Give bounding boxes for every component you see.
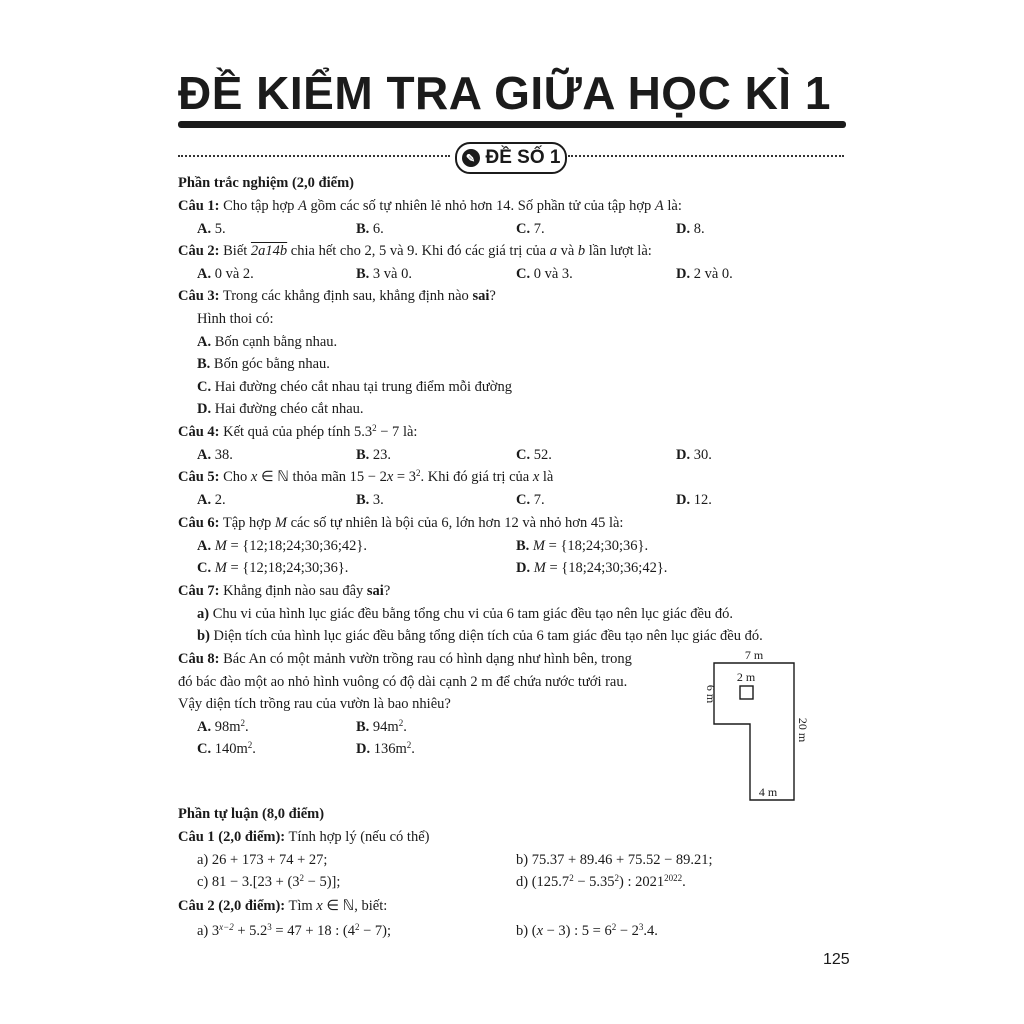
label-inner: 2 m [736, 670, 756, 684]
pen-icon: ✎ [462, 149, 480, 167]
option-d: D. 12. [676, 492, 712, 508]
option-b: B. 23. [356, 447, 392, 463]
option-d: D. 30. [676, 447, 712, 463]
label-left: 6 m [704, 684, 718, 704]
option-a: A. 38. [197, 447, 233, 463]
option-d: D. 2 và 0. [676, 266, 733, 282]
option-b: B. 3 và 0. [356, 266, 412, 282]
option-c: C. 7. [516, 221, 545, 237]
option-a: A. $98m^2$. [197, 718, 249, 735]
question-3-intro: Hình thoi có: [197, 311, 274, 327]
option-c: C. Hai đường chéo cắt nhau tại trung điểm mỗi đường [197, 379, 512, 395]
label-bottom: 4 m [758, 785, 778, 799]
badge-label: ĐỀ SỐ 1 [485, 147, 561, 168]
option-c: C. 0 và 3. [516, 266, 573, 282]
essay-1-b: b) 75.37 + 89.46 + 75.52 − 89.21; [516, 852, 713, 868]
page-title: ĐỀ KIỂM TRA GIỮA HỌC KÌ 1 [178, 67, 831, 119]
question-7: Câu 7: Khẳng định nào sau đây sai? [178, 583, 391, 599]
question-3: Câu 3: Trong các khẳng định sau, khẳng định nào sai? [178, 288, 496, 304]
dotted-rule-left [178, 155, 450, 157]
garden-figure [698, 646, 810, 806]
option-c: C. M = {12;18;24;30;36}. [197, 560, 349, 576]
question-1: Câu 1: Cho tập hợp A gồm các số tự nhiên lẻ nhỏ hơn 14. Số phần tử của tập hợp A là: [178, 198, 682, 214]
option-a: A. 5. [197, 221, 226, 237]
pond-square [740, 686, 753, 699]
option-a: A. M = {12;18;24;30;36;42}. [197, 538, 367, 554]
dotted-rule-right [568, 155, 844, 157]
question-2: Câu 2: Biết 2a14b chia hết cho 2, 5 và 9. Khi đó các giá trị của a và b lần lượt là: [178, 243, 652, 259]
option-c: C. 7. [516, 492, 545, 508]
option-b: B. 6. [356, 221, 384, 237]
option-a: A. Bốn cạnh bằng nhau. [197, 334, 338, 350]
question-8: Câu 8: Bác An có một mảnh vườn trồng rau có hình dạng như hình bên, trong [178, 651, 632, 667]
statement-b: b) Diện tích của hình lục giác đều bằng tổng diện tích của 6 tam giác đều tạo nên lục giác đều đó. [197, 628, 763, 644]
page-number: 125 [823, 951, 850, 968]
option-b: B. Bốn góc bằng nhau. [197, 356, 330, 372]
option-d: D. Hai đường chéo cắt nhau. [197, 401, 364, 417]
question-8-line-2: đó bác đào một ao nhỏ hình vuông có độ dài cạnh 2 m để chứa nước tưới rau. [178, 674, 628, 690]
essay-question-2: Câu 2 (2,0 điểm): Tìm x ∈ ℕ, biết: [178, 898, 388, 914]
question-8-line-3: Vậy diện tích trồng rau của vườn là bao nhiêu? [178, 696, 451, 712]
label-right: 20 m [796, 717, 810, 743]
essay-2-b: b) (x − 3) : $5 = 6^2 - 2^3.4$. [516, 922, 658, 939]
option-d: D. $136m^2$. [356, 740, 415, 757]
option-b: B. $94m^2$. [356, 718, 407, 735]
essay-question-1: Câu 1 (2,0 điểm): Tính hợp lý (nếu có thể) [178, 829, 430, 845]
statement-a: a) Chu vi của hình lục giác đều bằng tổng chu vi của 6 tam giác đều tạo nên lục giác đều đó. [197, 606, 733, 622]
option-a: A. 2. [197, 492, 226, 508]
exam-badge [455, 142, 567, 174]
question-5: Câu 5: Cho x ∈ ℕ thỏa mãn $15 - 2x = 3^2$. Khi đó giá trị của x là [178, 468, 554, 485]
section-heading: Phần trắc nghiệm (2,0 điểm) [178, 175, 354, 191]
essay-1-a: a) 26 + 173 + 74 + 27; [197, 852, 328, 868]
essay-2-a: a) $3^{x-2} + 5.2^3 = 47 + 18$ : $(4^2 - 7)$; [197, 922, 392, 939]
label-top: 7 m [744, 648, 764, 662]
option-b: B. M = {18;24;30;36}. [516, 538, 649, 554]
option-c: C. $140m^2$. [197, 740, 256, 757]
option-a: A. 0 và 2. [197, 266, 254, 282]
option-d: D. 8. [676, 221, 705, 237]
title-underline [178, 121, 846, 128]
option-c: C. 52. [516, 447, 552, 463]
essay-1-d: d) $(125.7^2 - 5.35^2)$ : $2021^{2022}$. [516, 873, 686, 890]
section-heading: Phần tự luận (8,0 điểm) [178, 806, 325, 822]
option-d: D. M = {18;24;30;36;42}. [516, 560, 668, 576]
option-b: B. 3. [356, 492, 384, 508]
question-4: Câu 4: Kết quả của phép tính $5.3^2 - 7$ là: [178, 423, 418, 440]
question-6: Câu 6: Tập hợp M các số tự nhiên là bội của 6, lớn hơn 12 và nhỏ hơn 45 là: [178, 515, 624, 531]
essay-1-c: c) $81 - 3.[23 + (3^2 - 5)]$; [197, 873, 341, 890]
